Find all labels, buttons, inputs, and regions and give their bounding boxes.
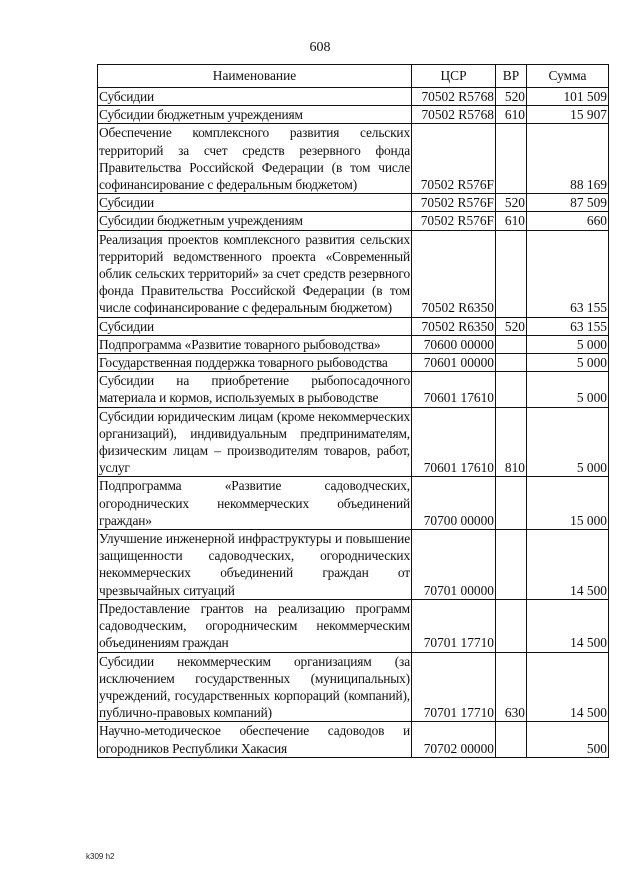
row-vr: [496, 599, 527, 652]
row-vr: 520: [496, 88, 527, 106]
row-vr: [496, 477, 527, 530]
row-csr: 70701 17710: [412, 599, 496, 652]
row-sum: 5 000: [527, 372, 609, 407]
row-sum: 14 500: [527, 652, 609, 722]
header-name: Наименование: [98, 65, 412, 88]
row-csr: 70502 R5768: [412, 106, 496, 124]
row-csr: 70701 00000: [412, 530, 496, 600]
row-sum: 15 907: [527, 106, 609, 124]
row-vr: [496, 530, 527, 600]
table-header-row: [98, 65, 609, 88]
row-vr: 610: [496, 106, 527, 124]
row-sum: 5 000: [527, 407, 609, 477]
row-name: Государственная поддержка товарного рыбоводства: [98, 354, 412, 372]
table-row: [98, 194, 609, 212]
budget-table: [97, 64, 609, 758]
table-row: [98, 88, 609, 106]
row-name: Предоставление грантов на реализацию программ садоводческим, огородническим некоммерческим объединениям граждан: [99, 600, 410, 651]
row-name: Субсидии: [98, 317, 412, 335]
table-row: [98, 372, 609, 407]
row-vr: [496, 354, 527, 372]
row-vr: [496, 372, 527, 407]
row-name: Подпрограмма «Развитие товарного рыбоводства»: [98, 335, 412, 353]
row-vr: [496, 335, 527, 353]
row-csr: 70600 00000: [412, 335, 496, 353]
row-csr: 70502 R576F: [412, 212, 496, 230]
row-vr: [496, 124, 527, 194]
row-vr: [496, 722, 527, 757]
table-row: [98, 652, 609, 722]
row-name: Субсидии на приобретение рыбопосадочного материала и кормов, используемых в рыбоводстве: [99, 373, 410, 406]
table-row: [98, 212, 609, 230]
table-row: [98, 722, 609, 757]
table-row: [98, 335, 609, 353]
row-csr: 70701 17710: [412, 652, 496, 722]
row-name: Субсидии некоммерческим организациям (за исключением государственных (муниципальных) учреждений, государственных корпораций (компаний), публично-правовых компаний): [99, 653, 410, 721]
row-name: Субсидии бюджетным учреждениям: [98, 212, 412, 230]
row-csr: 70601 17610: [412, 407, 496, 477]
table-row: [98, 599, 609, 652]
row-csr: 70700 00000: [412, 477, 496, 530]
row-vr: 520: [496, 194, 527, 212]
row-csr: 70601 17610: [412, 372, 496, 407]
row-sum: 14 500: [527, 530, 609, 600]
header-csr: ЦСР: [412, 65, 496, 88]
row-vr: 630: [496, 652, 527, 722]
row-csr: 70502 R6350: [412, 317, 496, 335]
row-sum: 63 155: [527, 317, 609, 335]
row-vr: 520: [496, 317, 527, 335]
row-csr: 70702 00000: [412, 722, 496, 757]
row-sum: 63 155: [527, 230, 609, 317]
row-name: Субсидии юридическим лицам (кроме некоммерческих организаций), индивидуальным предпринимателям, физическим лицам – производителям товаров, работ, услуг: [99, 408, 410, 476]
row-csr: 70502 R5768: [412, 88, 496, 106]
row-csr: 70601 00000: [412, 354, 496, 372]
table-row: [98, 530, 609, 600]
table-row: [98, 477, 609, 530]
row-name: Научно-методическое обеспечение садоводов и огородников Республики Хакасия: [99, 723, 410, 756]
row-name: Субсидии: [98, 88, 412, 106]
row-name: Обеспечение комплексного развития сельских территорий за счет средств резервного фонда Правительства Российской Федерации (в том числе софинансирование с федеральным бюджетом): [99, 125, 410, 193]
row-name: Реализация проектов комплексного развития сельских территорий ведомственного проекта «Современный облик сельских территорий» за счет средств резервного фонда Правительства Российской Федерации (в том числе софинансирование с федеральным бюджетом): [99, 231, 410, 316]
table-row: [98, 407, 609, 477]
row-vr: 810: [496, 407, 527, 477]
row-sum: 101 509: [527, 88, 609, 106]
row-csr: 70502 R576F: [412, 124, 496, 194]
page-number: 608: [309, 40, 331, 55]
row-sum: 500: [527, 722, 609, 757]
row-sum: 5 000: [527, 354, 609, 372]
footer-code: k309 h2: [86, 852, 115, 861]
row-name: Субсидии бюджетным учреждениям: [98, 106, 412, 124]
table-row: [98, 317, 609, 335]
row-sum: 88 169: [527, 124, 609, 194]
row-sum: 15 000: [527, 477, 609, 530]
row-sum: 5 000: [527, 335, 609, 353]
row-sum: 14 500: [527, 599, 609, 652]
row-name: Подпрограмма «Развитие садоводческих, огороднических некоммерческих объединений граждан»: [99, 478, 410, 528]
row-sum: 660: [527, 212, 609, 230]
row-vr: 610: [496, 212, 527, 230]
header-sum: Сумма: [527, 65, 609, 88]
header-vr: ВР: [496, 65, 527, 88]
row-sum: 87 509: [527, 194, 609, 212]
table-row: [98, 106, 609, 124]
table-row: [98, 354, 609, 372]
row-vr: [496, 230, 527, 317]
row-name: Улучшение инженерной инфраструктуры и повышение защищенности садоводческих, огороднических некоммерческих объединений граждан от чрезвычайных ситуаций: [99, 531, 410, 598]
table-body: [98, 88, 609, 758]
row-csr: 70502 R6350: [412, 230, 496, 317]
row-csr: 70502 R576F: [412, 194, 496, 212]
table-row: [98, 230, 609, 317]
table-row: [98, 124, 609, 194]
row-name: Субсидии: [98, 194, 412, 212]
